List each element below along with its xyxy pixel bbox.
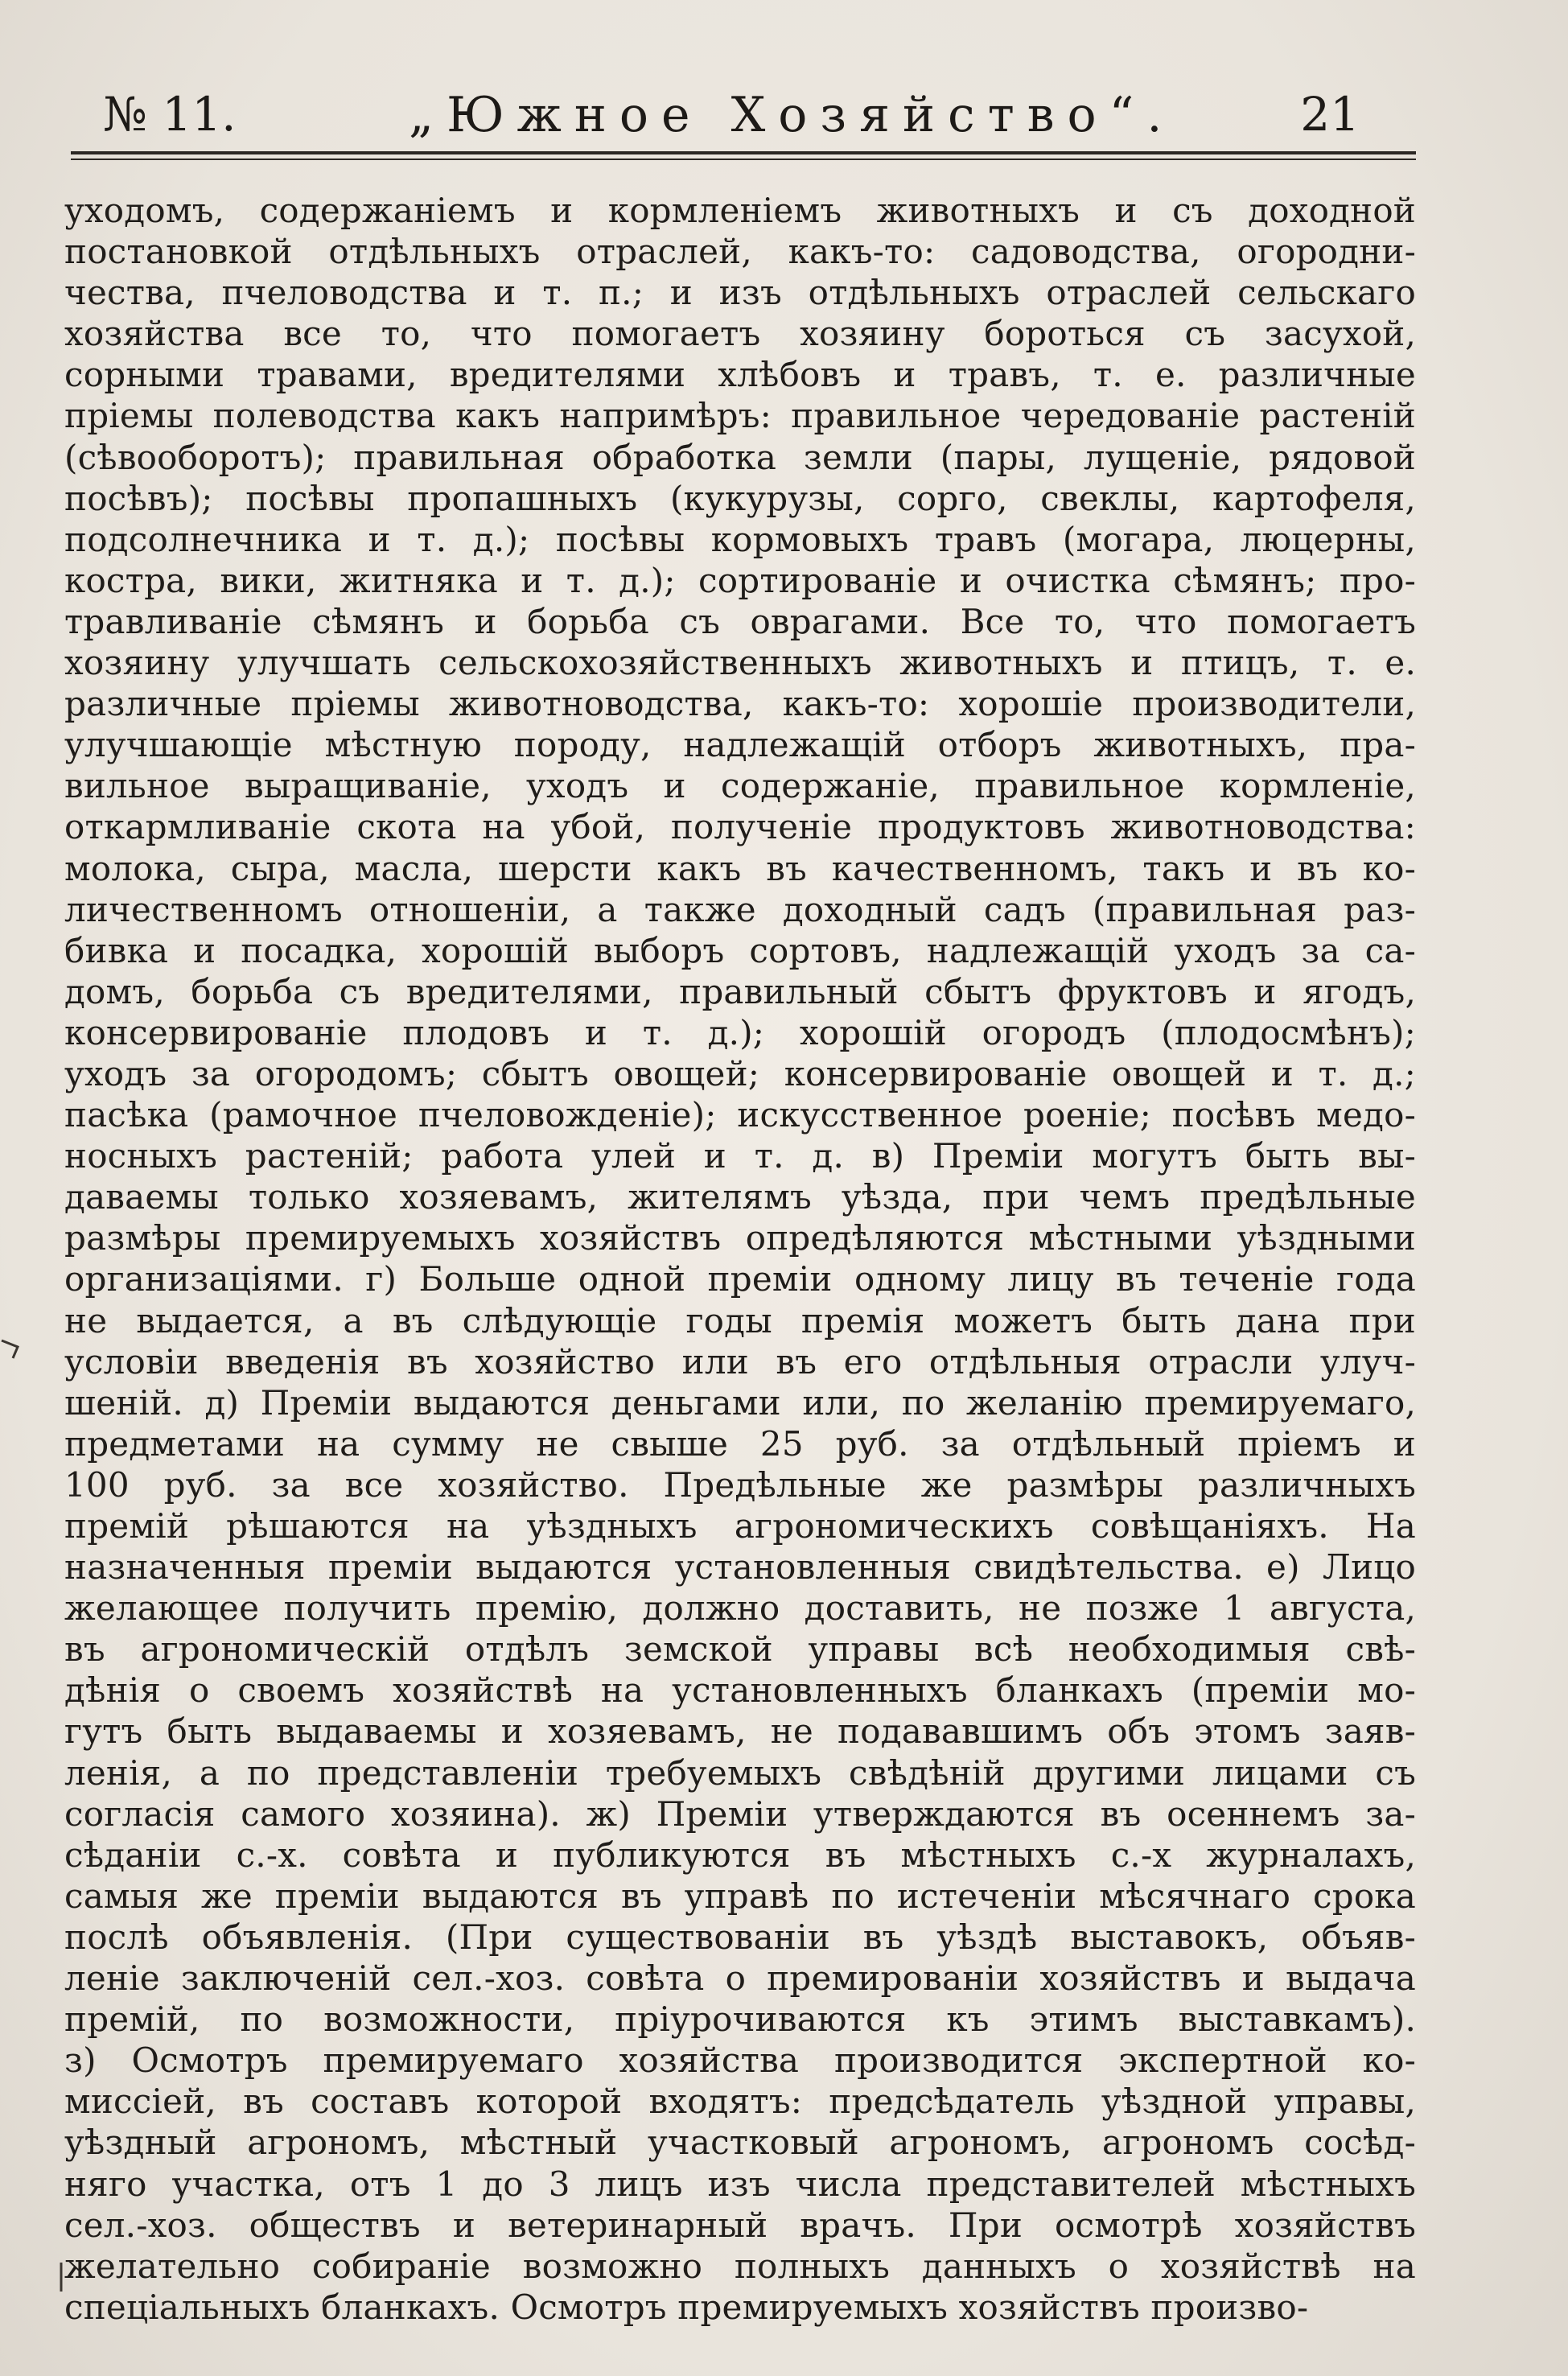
text-line: согласія самого хозяина). ж) Преміи утверждаются въ осеннемъ за-	[64, 1793, 1416, 1834]
margin-mark-icon	[0, 1336, 24, 1360]
text-line: посѣвъ); посѣвы пропашныхъ (кукурузы, сорго, свеклы, картофеля,	[64, 478, 1416, 518]
text-line: хозяйства все то, что помогаетъ хозяину бороться съ засухой,	[64, 314, 1416, 354]
text-line: назначенныя преміи выдаются установленныя свидѣтельства. е) Лицо	[64, 1547, 1416, 1587]
journal-title: „Южное Хозяйство“.	[409, 87, 1175, 143]
text-line: желающее получить премію, должно доставить, не позже 1 августа,	[64, 1588, 1416, 1629]
text-line: пасѣка (рамочное пчеловожденіе); искусственное роеніе; посѣвъ медо-	[64, 1095, 1416, 1135]
text-line: самыя же преміи выдаются въ управѣ по истеченіи мѣсячнаго срока	[64, 1876, 1416, 1916]
text-line: даваемы только хозяевамъ, жителямъ уѣзда, при чемъ предѣльные	[64, 1177, 1416, 1217]
text-line: носныхъ растеній; работа улей и т. д. в) Преміи могутъ быть вы-	[64, 1136, 1416, 1176]
text-line: сел.-хоз. обществъ и ветеринарный врачъ. При осмотрѣ хозяйствъ	[64, 2205, 1416, 2245]
text-line: леніе заключеній сел.-хоз. совѣта о премированіи хозяйствъ и выдача	[64, 1958, 1416, 1999]
text-line: домъ, борьба съ вредителями, правильный сбытъ фруктовъ и ягодъ,	[64, 971, 1416, 1011]
text-line: предметами на сумму не свыше 25 руб. за отдѣльный пріемъ и	[64, 1423, 1416, 1464]
text-line: желательно собираніе возможно полныхъ данныхъ о хозяйствѣ на	[64, 2246, 1416, 2286]
text-line: улучшающіе мѣстную породу, надлежащій отборъ животныхъ, пра-	[64, 725, 1416, 765]
text-line: ленія, а по представленіи требуемыхъ свѣдѣній другими лицами съ	[64, 1752, 1416, 1793]
text-line: пріемы полеводства какъ напримѣръ: правильное чередованіе растеній	[64, 396, 1416, 436]
text-line: премій, по возможности, пріурочиваются къ этимъ выставкамъ).	[64, 1999, 1416, 2040]
text-line: костра, вики, житняка и т. д.); сортированіе и очистка сѣмянъ; про-	[64, 560, 1416, 600]
text-line: миссіей, въ составъ которой входятъ: предсѣдатель уѣздной управы,	[64, 2082, 1416, 2122]
text-line: вильное выращиваніе, уходъ и содержаніе, правильное кормленіе,	[64, 766, 1416, 806]
text-line: откармливаніе скота на убой, полученіе продуктовъ животноводства:	[64, 807, 1416, 847]
header-rule-thick	[71, 151, 1416, 154]
text-line: молока, сыра, масла, шерсти какъ въ качественномъ, такъ и въ ко-	[64, 848, 1416, 888]
text-line: чества, пчеловодства и т. п.; и изъ отдѣльныхъ отраслей сельскаго	[64, 273, 1416, 313]
text-line: уходомъ, содержаніемъ и кормленіемъ животныхъ и съ доходной	[64, 191, 1416, 230]
text-line: (сѣвооборотъ); правильная обработка земли (пары, лущеніе, рядовой	[64, 437, 1416, 477]
text-line: консервированіе плодовъ и т. д.); хорошій огородъ (плодосмѣнъ);	[64, 1012, 1416, 1052]
text-line: въ агрономическій отдѣлъ земской управы всѣ необходимыя свѣ-	[64, 1629, 1416, 1670]
text-line: различные пріемы животноводства, какъ-то: хорошіе производители,	[64, 684, 1416, 724]
text-line: травливаніе сѣмянъ и борьба съ оврагами. Все то, что помогаетъ	[64, 601, 1416, 641]
text-line: уѣздный агрономъ, мѣстный участковый агрономъ, агрономъ сосѣд-	[64, 2123, 1416, 2163]
text-line: хозяину улучшать сельскохозяйственныхъ животныхъ и птицъ, т. е.	[64, 643, 1416, 683]
text-line: организаціями. г) Больше одной преміи одному лицу въ теченіе года	[64, 1259, 1416, 1299]
margin-tick-icon	[56, 2261, 66, 2293]
text-line: премій рѣшаются на уѣздныхъ агрономическихъ совѣщаніяхъ. На	[64, 1506, 1416, 1546]
text-line: сорными травами, вредителями хлѣбовъ и травъ, т. е. различные	[64, 355, 1416, 395]
text-line: подсолнечника и т. д.); посѣвы кормовыхъ травъ (могара, люцерны,	[64, 519, 1416, 559]
text-line: спеціальныхъ бланкахъ. Осмотръ премируемыхъ хозяйствъ произво-	[64, 2287, 1309, 2327]
running-header	[71, 87, 1416, 151]
text-line: размѣры премируемыхъ хозяйствъ опредѣляются мѣстными уѣздными	[64, 1218, 1416, 1258]
text-line: сѣданіи с.-х. совѣта и публикуются въ мѣстныхъ с.-х журналахъ,	[64, 1835, 1416, 1875]
header-rule-thin	[71, 159, 1416, 160]
text-line: не выдается, а въ слѣдующіе годы премія можетъ быть дана при	[64, 1300, 1416, 1340]
text-line: постановкой отдѣльныхъ отраслей, какъ-то: садоводства, огородни-	[64, 232, 1416, 272]
text-line: послѣ объявленія. (При существованіи въ уѣздѣ выставокъ, объяв-	[64, 1917, 1416, 1957]
text-line: личественномъ отношеніи, а также доходный садъ (правильная раз-	[64, 889, 1416, 929]
article-body	[64, 190, 1416, 2328]
text-line: дѣнія о своемъ хозяйствѣ на установленныхъ бланкахъ (преміи мо-	[64, 1670, 1416, 1711]
text-line: шеній. д) Преміи выдаются деньгами или, по желанію премируемаго,	[64, 1382, 1416, 1423]
text-line: бивка и посадка, хорошій выборъ сортовъ, надлежащій уходъ за са-	[64, 930, 1416, 970]
issue-number: № 11.	[103, 87, 237, 142]
text-line: з) Осмотръ премируемаго хозяйства производится экспертной ко-	[64, 2040, 1416, 2081]
text-line: уходъ за огородомъ; сбытъ овощей; консервированіе овощей и т. д.;	[64, 1053, 1416, 1093]
text-line: няго участка, отъ 1 до 3 лицъ изъ числа представителей мѣстныхъ	[64, 2164, 1416, 2204]
page-number: 21	[1300, 87, 1360, 142]
text-line: 100 руб. за все хозяйство. Предѣльные же размѣры различныхъ	[64, 1464, 1416, 1505]
text-line: условіи введенія въ хозяйство или въ его отдѣльныя отрасли улуч-	[64, 1341, 1416, 1382]
text-line: гутъ быть выдаваемы и хозяевамъ, не подававшимъ объ этомъ заяв-	[64, 1711, 1416, 1752]
